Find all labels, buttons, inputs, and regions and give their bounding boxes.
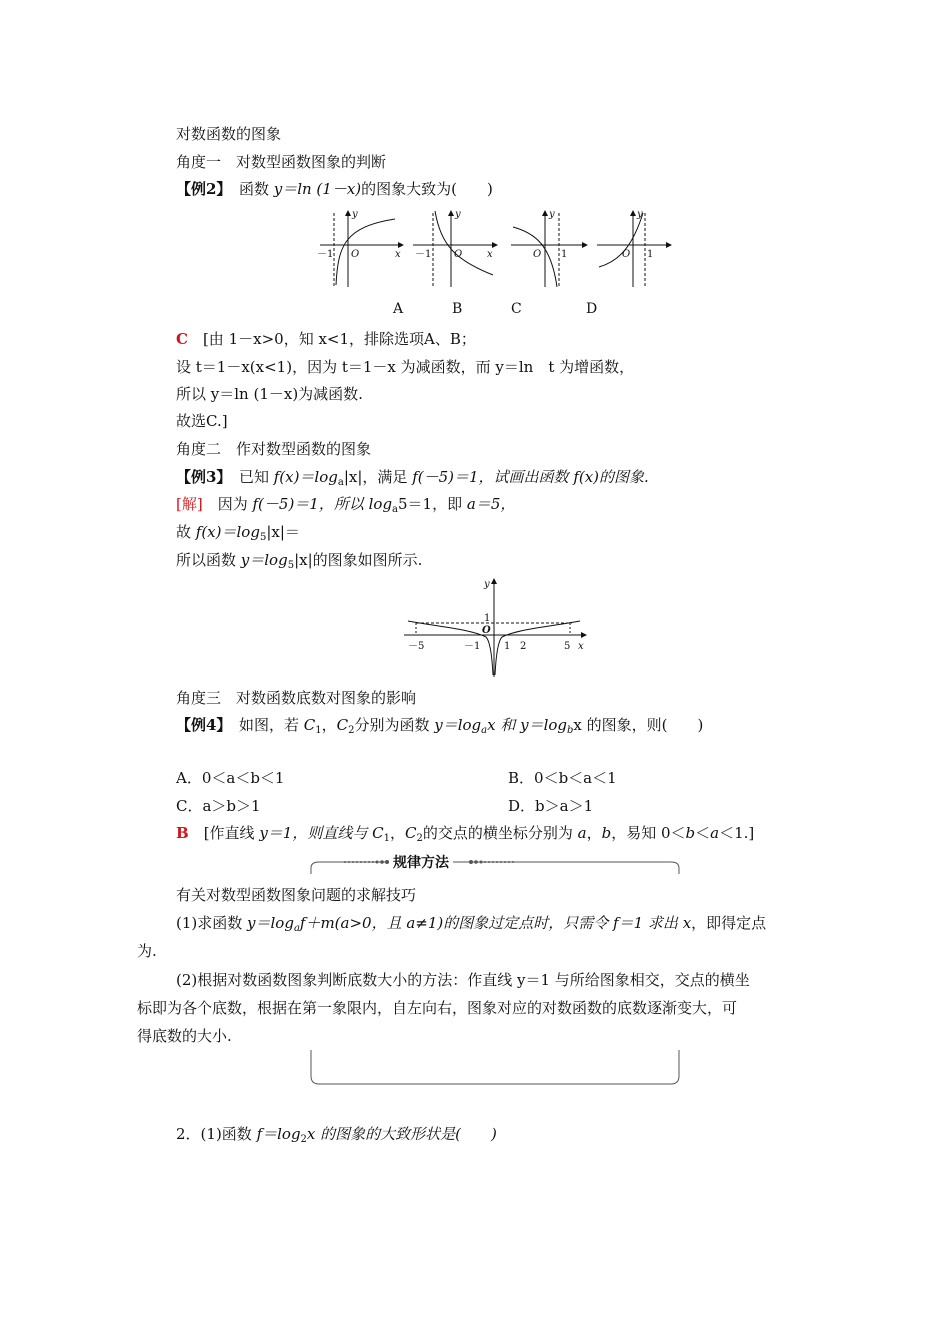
method-box-top — [311, 862, 679, 874]
example2-graphs — [315, 205, 675, 295]
angle2-heading: 角度二 作对数型函数的图象 — [176, 440, 372, 458]
ex4-a15: ＜1.] — [719, 824, 755, 842]
ex3-q3: |x|，满足 — [343, 468, 413, 486]
ex3-l2-1: f(x)＝log — [195, 523, 260, 541]
option-d[interactable]: D．b＞a＞1 — [508, 797, 594, 815]
ex4-q2: 1 — [315, 725, 322, 736]
ex4-a5: C — [404, 824, 417, 842]
ex4-q0: 如图，若 — [223, 716, 304, 734]
graph-d-one: 1 — [647, 249, 654, 260]
graph-b-origin: O — [454, 249, 463, 260]
example2-pre: 函数 — [223, 180, 274, 198]
section-title: 对数函数的图象 — [176, 125, 282, 143]
option-c[interactable]: C．a＞b＞1 — [176, 797, 261, 815]
graph-c-origin: O — [533, 249, 542, 260]
ex4-q9: x 和 — [487, 716, 521, 734]
ex4-a13: ＜ — [695, 824, 711, 842]
ex4-q1: C — [303, 716, 316, 734]
example3-solution-tag: [解] — [176, 495, 203, 513]
graph-c-y: y — [549, 209, 555, 220]
ex4-a12: b — [685, 824, 696, 842]
method-item2-line2: 标即为各个底数，根据在第一象限内，自左向右，图象对应的对数函数的底数逐渐变大，可 — [137, 999, 738, 1017]
m1-6: ，即得定点 — [691, 914, 767, 932]
graph3-y-label: y — [484, 579, 490, 590]
ex3-s3: 5＝1，即 — [398, 495, 467, 513]
method-item1-line2: 为. — [137, 942, 157, 960]
graph-b-y: y — [455, 209, 461, 220]
method-heading: 有关对数型函数图象问题的求解技巧 — [176, 886, 417, 904]
graph3-tick-1: 1 — [504, 641, 511, 652]
example2-answer-line4: 故选C.] — [176, 412, 228, 430]
graph3-tick-minus1: －1 — [464, 641, 481, 652]
example4-answer — [176, 823, 754, 849]
ex3-l3-1: y＝log — [240, 551, 288, 569]
ex4-a14: a — [710, 824, 720, 842]
graph-a-y: y — [352, 209, 358, 220]
example3-graph — [400, 575, 590, 680]
method-item1-line1 — [176, 913, 766, 939]
ex3-l2-3: |x|＝ — [266, 523, 300, 541]
example2-answer-letter: C — [176, 330, 188, 348]
example2-answer-line3: 所以 y＝ln (1－x)为减函数. — [176, 385, 363, 403]
ex4-a9: ， — [586, 824, 602, 842]
ex4-a4: ， — [389, 824, 405, 842]
exercise2-question — [176, 1124, 497, 1150]
ex4-a8: a — [577, 824, 587, 842]
ex3-q0: 已知 — [223, 468, 274, 486]
example2-answer-line2: 设 t＝1－x(x<1)，因为 t＝1－x 为减函数，而 y＝ln t 为增函数， — [176, 358, 635, 376]
graph3-origin: O — [482, 625, 491, 636]
graph-b-x: x — [487, 249, 493, 260]
ex3-q2: a — [337, 477, 344, 488]
ex3-l3-3: |x|的图象如图所示. — [294, 551, 423, 569]
ex4-q3: ， — [321, 716, 337, 734]
choice-label-c: C — [511, 301, 522, 317]
ex4-q4: C — [336, 716, 349, 734]
m1-3: f＋m(a>0，且 a≠1)的图象过定点时，只需令 — [299, 914, 614, 932]
graph-b — [413, 209, 497, 287]
ex4-q8: a — [481, 725, 488, 736]
example4-answer-letter: B — [176, 824, 189, 842]
ex2-2: 2 — [300, 1134, 307, 1145]
example3-question — [176, 467, 649, 493]
m1-2: a — [293, 923, 300, 934]
graph-d-y: y — [637, 209, 643, 220]
graph-a — [317, 209, 403, 287]
option-a[interactable]: A．0＜a＜b＜1 — [176, 769, 285, 787]
ex4-a1: y＝1，则直线与 — [259, 824, 373, 842]
example3-solution-line2 — [176, 522, 300, 548]
example4-tag: 【例4】 — [176, 716, 224, 734]
graph-a-x: x — [395, 249, 401, 260]
example2-post: 的图象大致为( ) — [361, 180, 493, 198]
ex4-a2: C — [372, 824, 384, 842]
ex4-a10: b — [601, 824, 612, 842]
ex4-a3: 1 — [383, 833, 390, 844]
graph-a-origin: O — [351, 249, 360, 260]
ex3-l3-0: 所以函数 — [176, 551, 241, 569]
choice-label-d: D — [586, 301, 598, 317]
graph3-one-label: 1 — [484, 613, 491, 624]
example2-expr: y＝ln (1－x) — [273, 180, 362, 198]
ex3-l2-2: 5 — [259, 532, 267, 543]
ex4-a6: 2 — [416, 833, 423, 844]
m1-0: (1)求函数 — [176, 914, 248, 932]
method-item2-line1: (2)根据对数函数图象判断底数大小的方法：作直线 y＝1 与所给图象相交，交点的横坐 — [176, 971, 750, 989]
ex4-a11: ，易知 0＜ — [611, 824, 686, 842]
option-b[interactable]: B．0＜b＜a＜1 — [508, 769, 617, 787]
m1-5: x — [682, 914, 692, 932]
method-box-title: 规律方法 — [389, 852, 453, 872]
example3-tag: 【例3】 — [176, 468, 224, 486]
ex3-s4: a＝5， — [466, 495, 516, 513]
choice-label-a: A — [393, 301, 404, 317]
ex3-s2: a — [392, 504, 399, 515]
m1-4: f＝1 求出 — [613, 914, 683, 932]
ex2-3: x 的图象的大致形状是( ) — [306, 1125, 497, 1143]
graph-c-one: 1 — [561, 249, 568, 260]
angle3-heading: 角度三 对数函数底数对图象的影响 — [176, 689, 417, 707]
graph-b-minus-one: －1 — [415, 249, 432, 260]
example4-question — [176, 715, 703, 741]
method-box-bottom — [311, 1050, 679, 1084]
ex3-s0: 因为 — [202, 495, 253, 513]
angle1-heading: 角度一 对数型函数图象的判断 — [176, 153, 387, 171]
example3-solution-line3 — [176, 550, 422, 576]
ex4-q11: b — [567, 725, 574, 736]
ex3-q1: f(x)＝log — [273, 468, 338, 486]
method-item2-line3: 得底数的大小. — [137, 1027, 232, 1045]
ex3-l2-0: 故 — [176, 523, 196, 541]
graph-c — [511, 209, 587, 287]
example3-solution-line1 — [176, 494, 515, 520]
ex4-q12: x 的图象，则( ) — [573, 716, 704, 734]
example2-tag: 【例2】 — [176, 180, 224, 198]
ex3-l3-2: 5 — [287, 560, 295, 571]
ex4-q10: y＝log — [520, 716, 568, 734]
ex3-q4: f(－5)＝1，试画出函数 — [412, 468, 574, 486]
example2-answer-line1 — [176, 329, 476, 349]
ex4-q5: 2 — [348, 725, 355, 736]
m1-1: y＝log — [247, 914, 294, 932]
ex4-q7: y＝log — [434, 716, 482, 734]
graph3-tick-5: 5 — [564, 641, 571, 652]
ex3-s1: f(－5)＝1，所以 log — [252, 495, 393, 513]
ex4-a0: [作直线 — [188, 824, 260, 842]
ex4-q6: 分别为函数 — [354, 716, 435, 734]
choice-label-b: B — [452, 301, 463, 317]
graph-d — [597, 209, 671, 287]
ex2-0: 2．(1)函数 — [176, 1125, 257, 1143]
example2-answer-text1: [由 1－x>0，知 x<1，排除选项A、B； — [187, 330, 476, 348]
graph3-tick-minus5: －5 — [408, 641, 425, 652]
graph3-tick-2: 2 — [520, 641, 527, 652]
graph-a-minus-one: －1 — [317, 249, 334, 260]
graph-d-origin: O — [622, 249, 631, 260]
ex3-q5: f(x)的图象. — [573, 468, 649, 486]
ex2-1: f＝log — [256, 1125, 301, 1143]
graph3-x-label: x — [578, 641, 584, 652]
example2-question — [176, 179, 493, 199]
ex4-a7: 的交点的横坐标分别为 — [422, 824, 578, 842]
